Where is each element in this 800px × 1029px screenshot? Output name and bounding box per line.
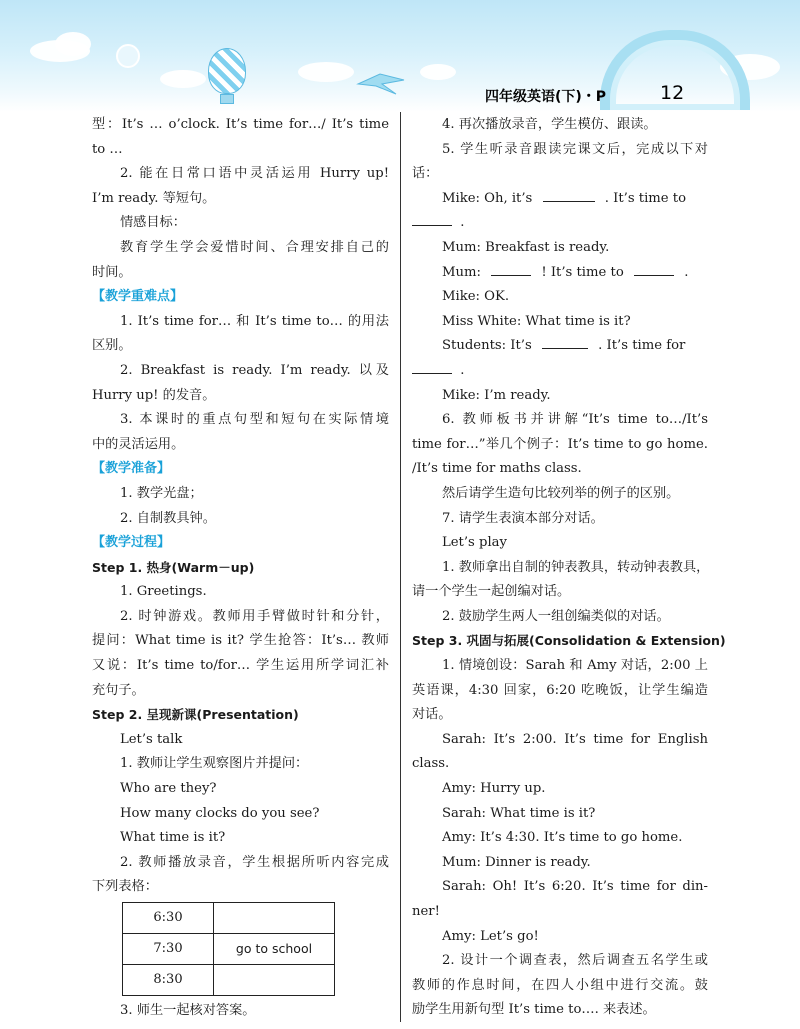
text-line: 又说：It’s time to/for… 学生运用所学词汇补: [92, 658, 389, 674]
text-line: What time is it?: [120, 830, 226, 846]
text-line: 7. 请学生表演本部分对话。: [442, 510, 604, 526]
text-line: 请一个学生一起创编对话。: [412, 584, 571, 600]
dialog-line: [412, 261, 708, 286]
text-line: 型：It’s … o’clock. It’s time for…/ It’s time: [92, 117, 389, 132]
text-line: 教师的作息时间，在四人小组中进行交流。鼓: [412, 977, 708, 993]
text-line: to …: [92, 141, 123, 157]
text-line: Hurry up! 的发音。: [92, 387, 216, 403]
cloud-illustration: [298, 62, 354, 82]
text-line: time for…”举几个例子：It’s time to go home.: [412, 436, 708, 452]
answer-blank: [491, 261, 531, 276]
step-heading: Step 3. 巩固与拓展(Consolidation & Extension): [412, 633, 726, 649]
time-cell: 8:30: [123, 965, 214, 996]
text-line: 2. Breakfast is ready. I’m ready. 以及: [120, 362, 389, 378]
dialog-line: [412, 334, 708, 359]
text-line: Mum: Dinner is ready.: [442, 854, 591, 870]
text-line: 1. 教学光盘；: [120, 485, 203, 501]
text-line: 英语课，4:30 回家，6:20 吃晚饭，让学生编造: [412, 682, 708, 698]
book-label: 四年级英语(下)・P: [485, 89, 607, 105]
text-line: How many clocks do you see?: [120, 805, 320, 821]
dialog-text: .: [460, 215, 465, 231]
text-line: 2. 时钟游戏。教师用手臂做时针和分针，: [120, 608, 389, 624]
dialog-text: . It’s time to: [604, 190, 687, 206]
text-line: 3. 本课时的重点句型和短句在实际情境: [120, 412, 389, 428]
page-header-banner: [0, 0, 800, 112]
text-line: 2. 鼓励学生两人一组创编类似的对话。: [442, 608, 670, 624]
activity-cell: [214, 965, 335, 996]
text-line: 提问：What time is it? 学生抢答：It’s… 教师: [92, 633, 389, 649]
text-line: 时间。: [92, 264, 132, 280]
page-number: 12: [660, 82, 685, 104]
answer-blank: [634, 261, 674, 276]
dialog-text: .: [684, 264, 689, 280]
dialog-text: . It’s time for: [598, 338, 686, 354]
answer-blank: [412, 359, 452, 374]
text-line: Let’s play: [442, 535, 507, 551]
step-heading: Step 1. 热身(Warm－up): [92, 559, 255, 575]
text-line: Amy: Hurry up.: [442, 781, 546, 797]
text-line: Mike: OK.: [442, 289, 510, 305]
text-line: 4. 再次播放录音，学生模仿、跟读。: [442, 117, 657, 132]
text-line: Mum: Breakfast is ready.: [442, 239, 610, 255]
listening-table: [122, 902, 335, 996]
table-row: [123, 903, 335, 934]
text-line: 5. 学生听录音跟读完课文后，完成以下对: [442, 141, 708, 157]
text-line: 区别。: [92, 338, 132, 354]
activity-cell: [214, 903, 335, 934]
text-line: I’m ready. 等短句。: [92, 190, 216, 206]
text-line: 1. 教师让学生观察图片并提问：: [120, 756, 309, 772]
dialog-text: Students: It’s: [442, 338, 532, 354]
answer-blank: [542, 334, 588, 349]
section-heading: 【教学重难点】: [92, 289, 184, 305]
text-line: 1. It’s time for… 和 It’s time to… 的用法: [120, 313, 389, 329]
text-line: Sarah: Oh! It’s 6:20. It’s time for din-: [442, 879, 708, 895]
time-cell: 7:30: [123, 934, 214, 965]
balloon-basket-icon: [220, 94, 234, 104]
text-line: 1. 教师拿出自制的钟表教具，转动钟表教具，: [442, 559, 710, 575]
text-line: Miss White: What time is it?: [442, 313, 631, 329]
right-column: [412, 113, 726, 1023]
text-line: 中的灵活运用。: [92, 436, 185, 452]
dialog-line: [412, 187, 708, 212]
text-line: Mike: I’m ready.: [442, 387, 551, 403]
answer-blank: [543, 187, 595, 202]
dialog-line: [412, 211, 708, 236]
text-line: 1. Greetings.: [120, 584, 207, 600]
text-line: Let’s talk: [120, 731, 183, 747]
text-line: class.: [412, 756, 450, 772]
step-heading: Step 2. 呈现新课(Presentation): [92, 707, 299, 723]
dialog-text: .: [460, 362, 465, 378]
text-line: Amy: It’s 4:30. It’s time to go home.: [442, 830, 683, 846]
text-line: 教育学生学会爱惜时间、合理安排自己的: [120, 239, 389, 255]
sun-icon: [116, 44, 140, 68]
table-row: [123, 934, 335, 965]
activity-cell: go to school: [214, 934, 335, 965]
text-line: 2. 能在日常口语中灵活运用 Hurry up!: [120, 166, 389, 182]
text-line: 话：: [412, 166, 439, 182]
time-cell: 6:30: [123, 903, 214, 934]
table-row: [123, 965, 335, 996]
cloud-illustration: [55, 32, 91, 56]
text-line: 励学生用新句型 It’s time to…. 来表述。: [412, 1002, 656, 1018]
section-heading: 【教学准备】: [92, 461, 171, 477]
text-line: Sarah: It’s 2:00. It’s time for English: [442, 731, 708, 747]
text-line: Amy: Let’s go!: [442, 928, 539, 944]
text-line: 下列表格：: [92, 879, 158, 895]
text-line: 2. 教师播放录音，学生根据所听内容完成: [120, 854, 389, 870]
column-divider: [400, 112, 401, 1022]
text-line: 然后请学生造句比较列举的例子的区别。: [442, 485, 680, 501]
cloud-illustration: [160, 70, 206, 88]
cloud-illustration: [420, 64, 456, 80]
text-line: Who are they?: [120, 781, 217, 797]
answer-blank: [412, 211, 452, 226]
text-line: 6. 教师板书并讲解“It’s time to…/It’s: [442, 412, 708, 428]
section-heading: 【教学过程】: [92, 535, 171, 551]
text-line: 情感目标：: [120, 215, 186, 231]
text-line: 2. 设计一个调查表，然后调查五名学生或: [442, 953, 708, 969]
dialog-text: Mike: Oh, it’s: [442, 190, 533, 206]
hot-air-balloon-icon: [208, 48, 246, 94]
text-line: Sarah: What time is it?: [442, 805, 596, 821]
text-line: 3. 师生一起核对答案。: [120, 1003, 256, 1018]
text-line: 1. 情境创设：Sarah 和 Amy 对话，2:00 上: [442, 658, 708, 674]
text-line: 充句子。: [92, 682, 145, 698]
text-line: /It’s time for maths class.: [412, 461, 582, 477]
dialog-text: Mum:: [442, 264, 481, 280]
left-column: [92, 113, 389, 1024]
dialog-text: ! It’s time to: [541, 264, 624, 280]
text-line: 对话。: [412, 707, 452, 723]
text-line: 2. 自制教具钟。: [120, 510, 216, 526]
dialog-line: [412, 359, 708, 384]
text-line: ner!: [412, 904, 440, 919]
glider-icon: [356, 70, 406, 96]
